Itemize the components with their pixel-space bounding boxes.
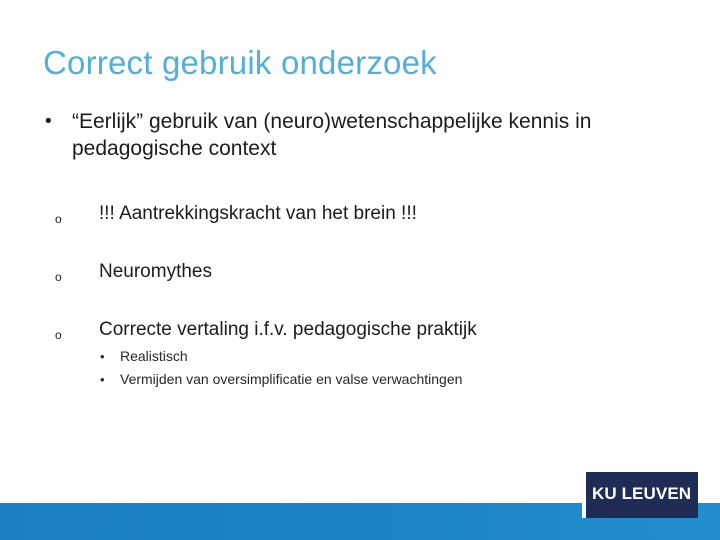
subbullet-item	[55, 202, 417, 226]
subbullet-text: Correcte vertaling i.f.v. pedagogische praktijk	[99, 319, 477, 340]
subbullet-item	[55, 318, 477, 342]
subsubbullet-icon: •	[100, 349, 105, 364]
bullet-icon: •	[45, 111, 52, 132]
subsubbullet-text: Realistisch	[120, 348, 188, 364]
logo-accent-line	[582, 472, 586, 518]
subbullet-text: !!! Aantrekkingskracht van het brein !!!	[99, 203, 417, 224]
subsubbullet-item	[100, 346, 188, 367]
subbullet-icon: o	[55, 270, 62, 284]
subsubbullet-icon: •	[100, 372, 105, 387]
slide-title: Correct gebruik onderzoek	[43, 44, 437, 81]
ku-leuven-logo	[582, 472, 698, 518]
logo-text: KU LEUVEN	[592, 484, 692, 503]
bullet-text: “Eerlijk” gebruik van (neuro)wetenschappelijke kennis in pedagogische context	[72, 110, 592, 160]
subsubbullet-item	[100, 369, 462, 390]
subbullet-icon: o	[55, 212, 62, 226]
subbullet-icon: o	[55, 328, 62, 342]
subbullet-item	[55, 260, 212, 284]
subbullet-text: Neuromythes	[99, 261, 212, 282]
subsubbullet-text: Vermijden van oversimplificatie en valse verwachtingen	[120, 371, 463, 387]
bullet-item	[45, 108, 685, 162]
